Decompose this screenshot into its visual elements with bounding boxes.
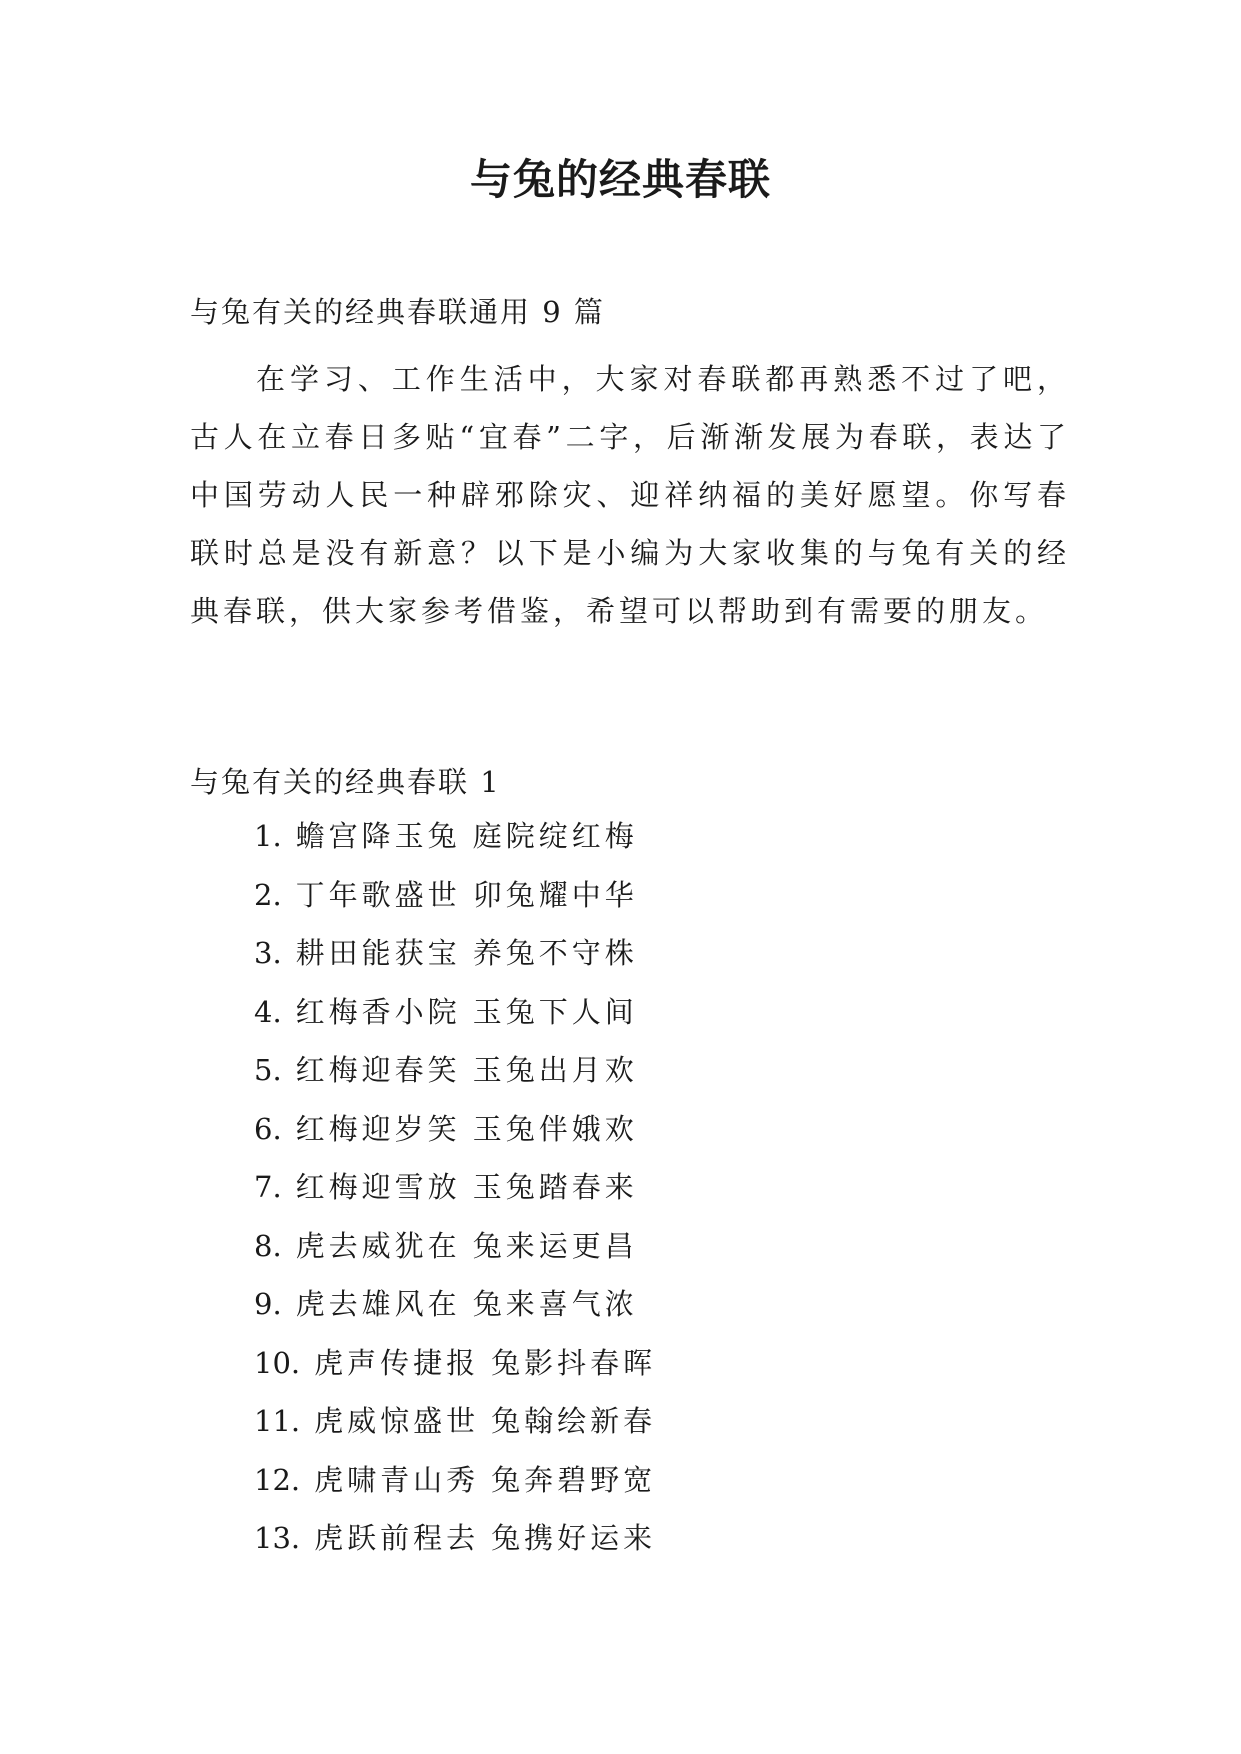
page-title: 与兔的经典春联 xyxy=(469,155,771,204)
couplet-second-line: 兔奔碧野宽 xyxy=(491,1462,657,1497)
couplet-first-line: 红梅迎雪放 xyxy=(295,1170,461,1204)
couplet-number: 5. xyxy=(254,1053,282,1087)
couplet-number: 12. xyxy=(254,1462,301,1497)
couplet-second-line: 卯兔耀中华 xyxy=(472,877,638,912)
couplet-second-line: 玉兔下人间 xyxy=(472,994,638,1029)
couplet-first-line: 蟾宫降玉兔 xyxy=(295,819,461,853)
list-item xyxy=(254,992,656,1051)
list-item xyxy=(254,1167,656,1226)
list-item xyxy=(254,1460,656,1519)
couplet-first-line: 虎声传捷报 xyxy=(314,1345,480,1380)
couplet-first-line: 红梅迎春笑 xyxy=(295,1053,461,1087)
list-item xyxy=(254,1226,656,1285)
couplet-second-line: 养兔不守株 xyxy=(472,936,638,970)
list-item xyxy=(254,1401,656,1460)
couplet-first-line: 耕田能获宝 xyxy=(295,936,461,970)
list-item xyxy=(254,1284,656,1343)
document-subtitle: 与兔有关的经典春联通用 9 篇 xyxy=(190,295,605,329)
couplet-second-line: 兔来喜气浓 xyxy=(472,1287,638,1321)
couplet-number: 6. xyxy=(254,1111,282,1146)
list-item xyxy=(254,1518,656,1577)
list-item xyxy=(254,1109,656,1168)
list-item xyxy=(254,1343,656,1402)
couplet-first-line: 红梅香小院 xyxy=(295,994,461,1029)
section-heading: 与兔有关的经典春联 1 xyxy=(190,765,501,799)
couplet-number: 7. xyxy=(254,1170,282,1204)
list-item xyxy=(254,1050,656,1109)
list-item xyxy=(254,816,656,875)
couplet-number: 3. xyxy=(254,936,282,970)
couplet-second-line: 玉兔伴娥欢 xyxy=(472,1111,638,1146)
list-item xyxy=(254,933,656,992)
couplet-first-line: 虎去雄风在 xyxy=(295,1287,461,1321)
couplet-first-line: 丁年歌盛世 xyxy=(295,877,461,912)
couplet-number: 4. xyxy=(254,994,282,1029)
couplet-first-line: 虎去威犹在 xyxy=(295,1228,461,1263)
couplet-list xyxy=(254,816,656,1577)
couplet-second-line: 兔翰绘新春 xyxy=(491,1404,657,1438)
couplet-first-line: 红梅迎岁笑 xyxy=(295,1111,461,1146)
couplet-number: 10. xyxy=(254,1345,301,1380)
couplet-second-line: 兔影抖春晖 xyxy=(491,1345,657,1380)
couplet-first-line: 虎跃前程去 xyxy=(314,1521,480,1555)
list-item xyxy=(254,875,656,934)
couplet-number: 1. xyxy=(254,819,282,853)
couplet-second-line: 兔携好运来 xyxy=(491,1521,657,1555)
couplet-second-line: 兔来运更昌 xyxy=(472,1228,638,1263)
couplet-first-line: 虎啸青山秀 xyxy=(314,1462,480,1497)
couplet-second-line: 庭院绽红梅 xyxy=(472,819,638,853)
intro-paragraph: 在学习、工作生活中，大家对春联都再熟悉不过了吧，古人在立春日多贴“宜春”二字，后渐渐发展为春联，表达了中国劳动人民一种辟邪除灾、迎祥纳福的美好愿望。你写春联时总是没有新意？以下是小编为大家收集的与兔有关的经典春联，供大家参考借鉴，希望可以帮助到有需要的朋友。 xyxy=(190,362,1070,628)
couplet-number: 9. xyxy=(254,1287,282,1321)
couplet-number: 8. xyxy=(254,1228,282,1263)
couplet-second-line: 玉兔踏春来 xyxy=(472,1170,638,1204)
couplet-number: 11. xyxy=(254,1404,301,1438)
couplet-second-line: 玉兔出月欢 xyxy=(472,1053,638,1087)
couplet-first-line: 虎威惊盛世 xyxy=(314,1404,480,1438)
couplet-number: 13. xyxy=(254,1521,301,1555)
couplet-number: 2. xyxy=(254,877,282,912)
